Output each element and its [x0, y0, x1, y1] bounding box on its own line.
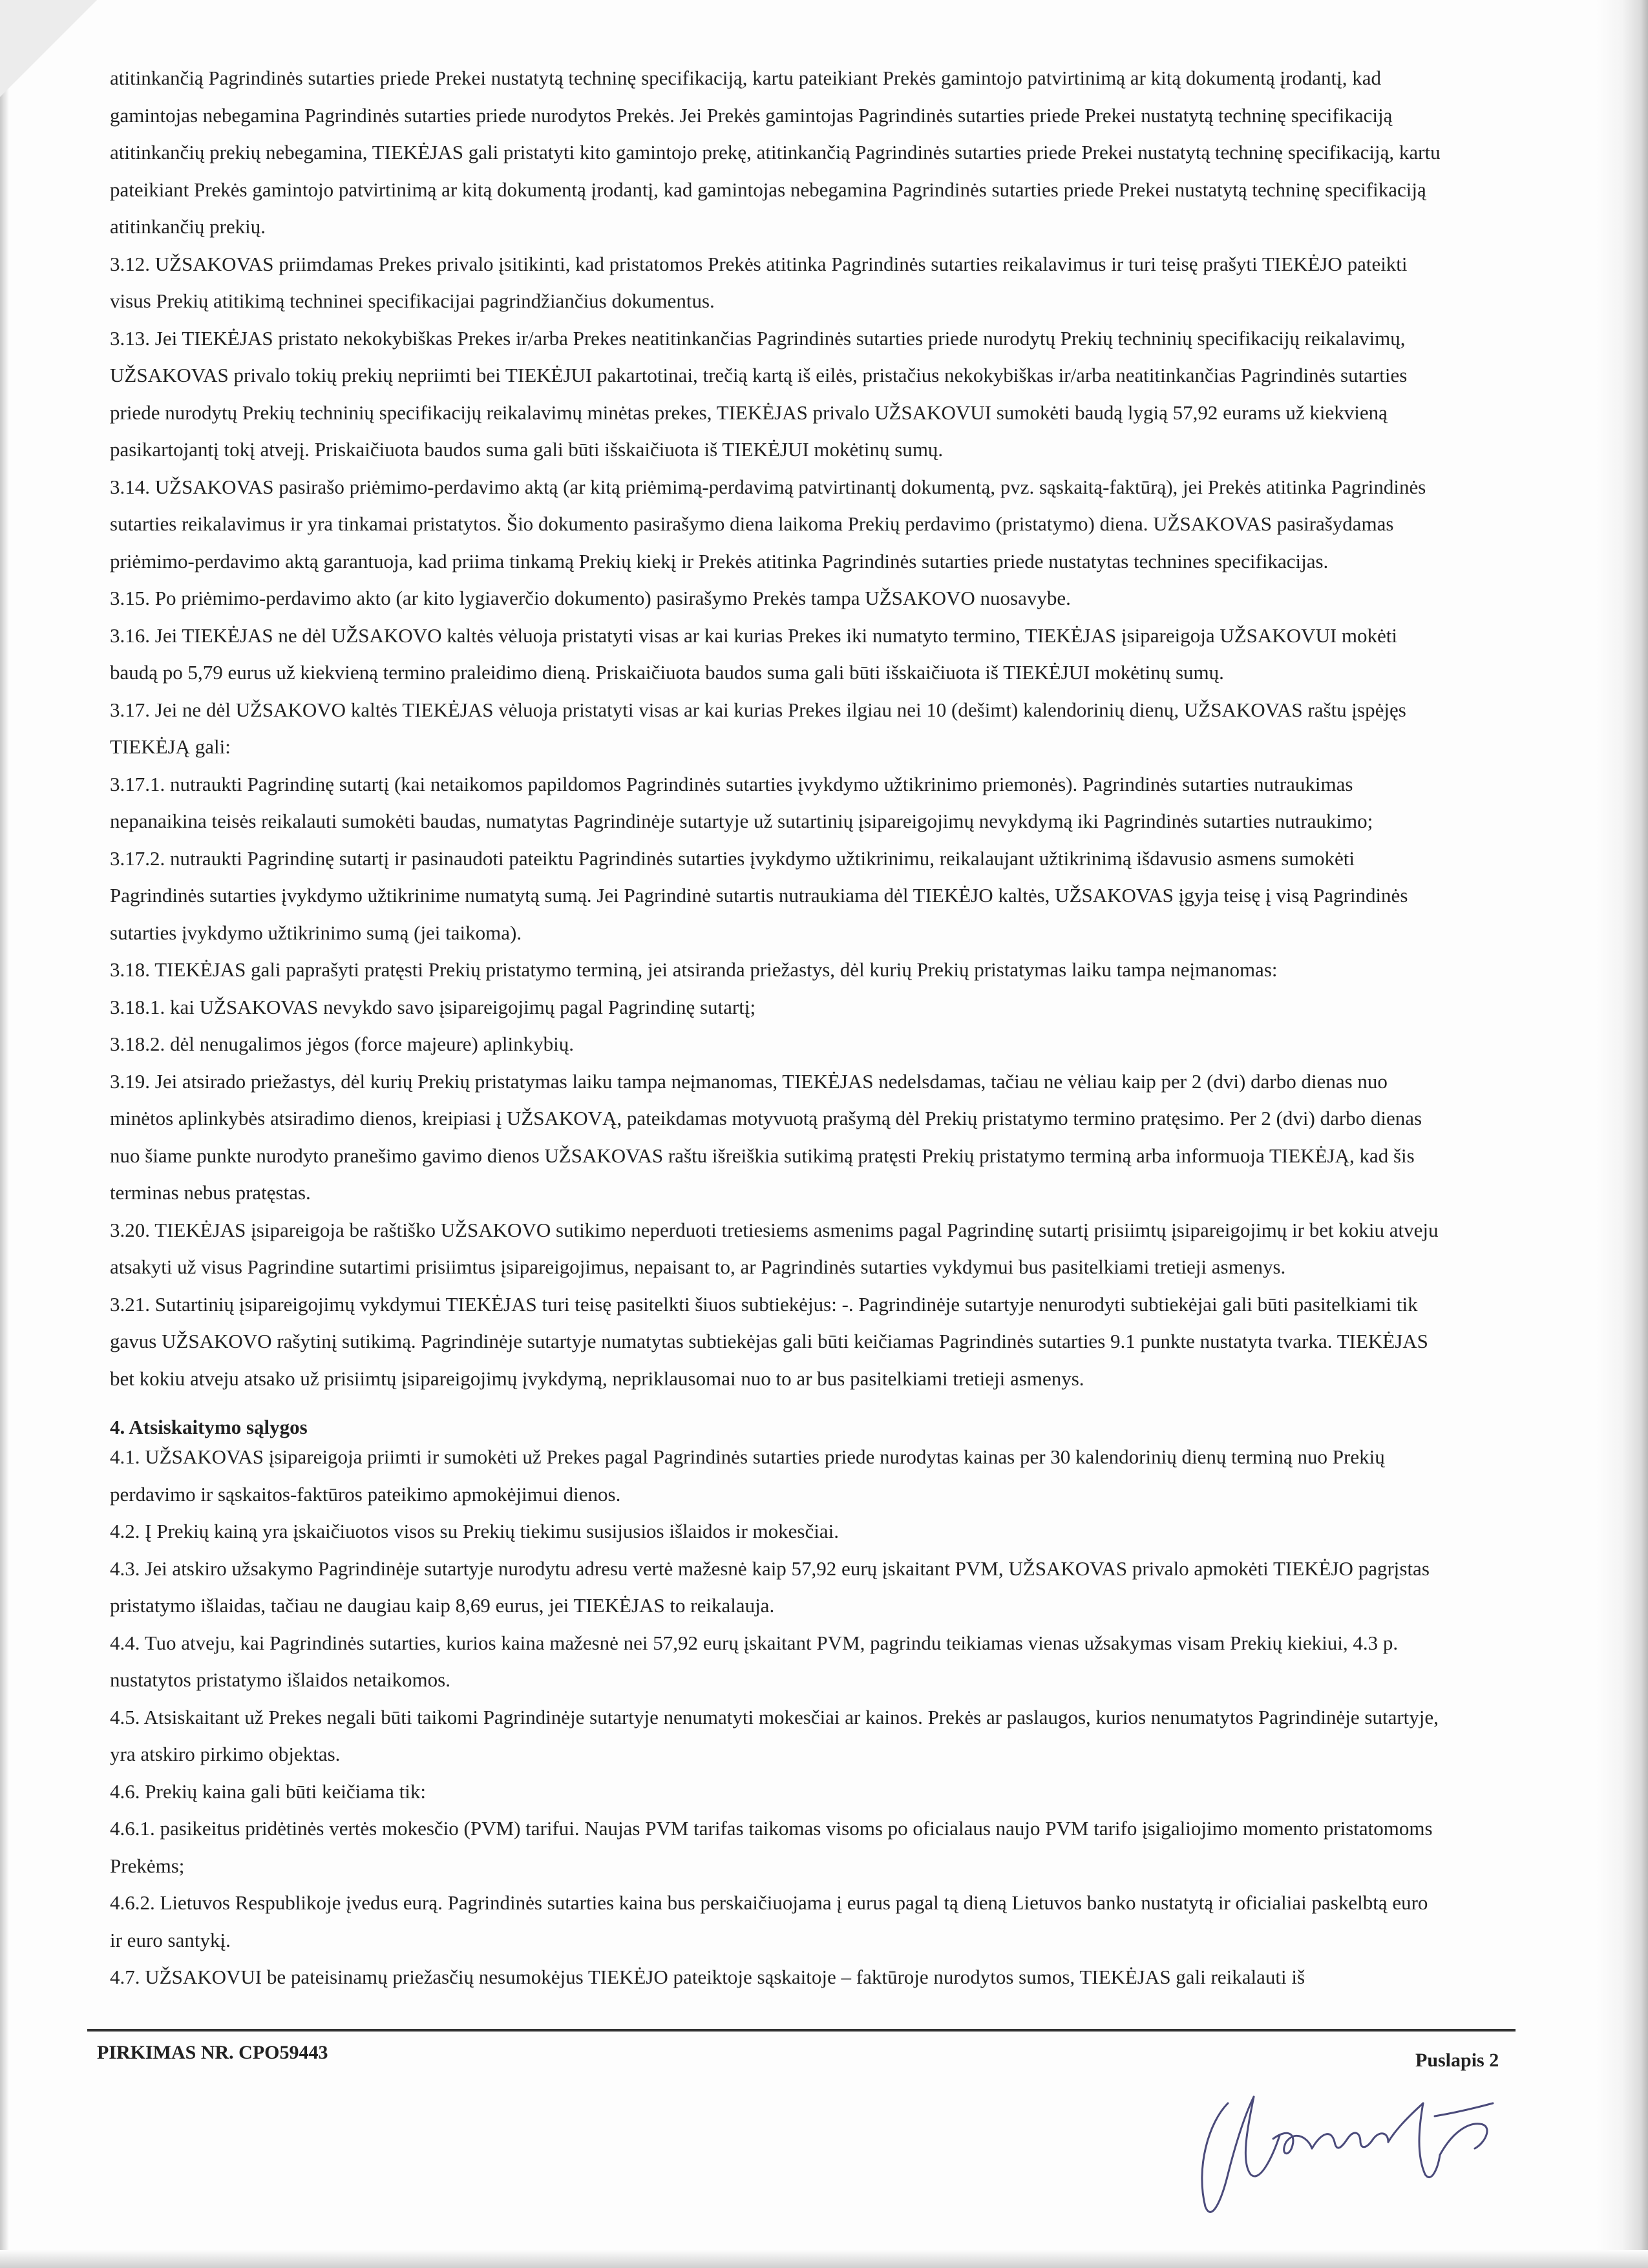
scan-shadow-left — [0, 0, 9, 2268]
paragraph-3-17-2: 3.17.2. nutraukti Pagrindinę sutartį ir pasinaudoti pateiktu Pagrindinės sutarties įvykdymo užtikrinimu, reikalaujant užtikrinimą išdavusio asmens sumokėti Pagrindinės sutarties įvykdymo užtikrinime numatytą sumą. Jei Pagrindinė sutartis nutraukiama dėl TIEKĖJO kaltės, UŽSAKOVAS įgyja teisę į visą Pagrindinės sutarties įvykdymo užtikrinimo sumą (jei taikoma). — [110, 846, 1408, 944]
paragraph-3-18-1: 3.18.1. kai UŽSAKOVAS nevykdo savo įsipareigojimų pagal Pagrindinę sutartį; — [110, 995, 756, 1018]
paragraph-3-12: 3.12. UŽSAKOVAS priimdamas Prekes privalo įsitikinti, kad pristatomos Prekės atitinka Pagrindinės sutarties reikalavimus ir turi teisę prašyti TIEKĖJO pateikti visus Prekių atitikimą techninei specifikacijai pagrindžiančius dokumentus. — [110, 252, 1408, 312]
footer-divider — [87, 2029, 1516, 2032]
paragraph-3-20: 3.20. TIEKĖJAS įsipareigoja be raštiško UŽSAKOVO sutikimo neperduoti tretiesiems asmenims pagal Pagrindinę sutartį prisiimtų įsipareigojimų ir bet kokiu atveju atsakyti už visus Pagrindine sutartimi prisiimtus įsipareigojimus, nepaisant to, ar Pagrindinės sutarties vykdymui bus pasitelkiami tretieji asmenys. — [110, 1218, 1439, 1278]
document-body — [110, 59, 1441, 1996]
paragraph-3-16: 3.16. Jei TIEKĖJAS ne dėl UŽSAKOVO kaltės vėluoja pristatyti visas ar kai kurias Prekes iki numatyto termino, TIEKĖJAS įsipareigoja UŽSAKOVUI mokėti baudą po 5,79 eurus už kiekvieną termino praleidimo dieną. Priskaičiuota baudos suma gali būti išskaičiuota iš TIEKĖJUI mokėtinų sumų. — [110, 624, 1398, 684]
paragraph-3-17: 3.17. Jei ne dėl UŽSAKOVO kaltės TIEKĖJAS vėluoja pristatyti visas ar kai kurias Prekes ilgiau nei 10 (dešimt) kalendorinių dienų, UŽSAKOVAS raštu įspėjęs TIEKĖJĄ gali: — [110, 698, 1406, 758]
paragraph-4-1: 4.1. UŽSAKOVAS įsipareigoja priimti ir sumokėti už Prekes pagal Pagrindinės sutarties priede nurodytas kainas per 30 kalendorinių dienų terminą nuo Prekių perdavimo ir sąskaitos-faktūros pateikimo apmokėjimui dienos. — [110, 1445, 1385, 1506]
paragraph-4-7: 4.7. UŽSAKOVUI be pateisinamų priežasčių nesumokėjus TIEKĖJO pateiktoje sąskaitoje – faktūroje nurodytos sumos, TIEKĖJAS gali reikalauti iš — [110, 1966, 1305, 1988]
paragraph-3-14: 3.14. UŽSAKOVAS pasirašo priėmimo-perdavimo aktą (ar kitą priėmimą-perdavimą patvirtinantį dokumentą, pvz. sąskaitą-faktūrą), jei Prekės atitinka Pagrindinės sutarties reikalavimus ir yra tinkamai pristatytos. Šio dokumento pasirašymo diena laikoma Prekių perdavimo (pristatymo) diena. UŽSAKOVAS pasirašydamas priėmimo-perdavimo aktą garantuoja, kad priima tinkamą Prekių kiekį ir Prekės atitinka Pagrindinės sutarties priede nustatytas technines specifikacijas. — [110, 475, 1426, 572]
paragraph-3-18: 3.18. TIEKĖJAS gali paprašyti pratęsti Prekių pristatymo terminą, jei atsiranda priežastys, dėl kurių Prekių pristatymas laiku tampa neįmanomas: — [110, 958, 1278, 981]
page-corner-fold — [0, 0, 97, 97]
page-number: Puslapis 2 — [1415, 2050, 1499, 2071]
scan-bottom-edge — [0, 2250, 1648, 2268]
paragraph-4-5: 4.5. Atsiskaitant už Prekes negali būti taikomi Pagrindinėje sutartyje nenumatyti mokesčiai ar kainos. Prekės ar paslaugos, kurios nenumatytos Pagrindinėje sutartyje, yra atskiro pirkimo objektas. — [110, 1705, 1439, 1765]
section-4-heading: 4. Atsiskaitymo sąlygos — [110, 1416, 308, 1438]
paragraph-4-6-1: 4.6.1. pasikeitus pridėtinės vertės mokesčio (PVM) tarifui. Naujas PVM tarifas taikomas visoms po oficialaus naujo PVM tarifo įsigaliojimo momento pristatomoms Prekėms; — [110, 1817, 1433, 1877]
paragraph-3-13: 3.13. Jei TIEKĖJAS pristato nekokybiškas Prekes ir/arba Prekes neatitinkančias Pagrindinės sutarties priede nurodytų Prekių techninių specifikacijų reikalavimų, UŽSAKOVAS privalo tokių prekių nepriimti bei TIEKĖJUI pakartotinai, trečią kartą iš eilės, pristačius nekokybiškas ir/arba neatitinkančias Pagrindinės sutarties priede nurodytų Prekių techninių specifikacijų reikalavimų minėtas prekes, TIEKĖJAS privalo UŽSAKOVUI sumokėti baudą lygią 57,92 eurams už kiekvieną pasikartojantį tokį atvejį. Priskaičiuota baudos suma gali būti išskaičiuota iš TIEKĖJUI mokėtinų sumų. — [110, 326, 1408, 461]
paragraph-3-15: 3.15. Po priėmimo-perdavimo akto (ar kito lygiaverčio dokumento) pasirašymo Prekės tampa UŽSAKOVO nuosavybe. — [110, 587, 1071, 609]
paragraph-3-11-continued: atitinkančią Pagrindinės sutarties priede Prekei nustatytą techninę specifikaciją, kartu pateikiant Prekės gamintojo patvirtinimą ar kitą dokumentą įrodantį, kad gamintojas nebegamina Pagrindinės sutarties priede nurodytos Prekės. Jei Prekės gamintojas Pagrindinės sutarties priede Prekei nustatytą techninę specifikaciją atitinkančių prekių nebegamina, TIEKĖJAS gali pristatyti kito gamintojo prekę, atitinkančią Pagrindinės sutarties priede Prekei nustatytą techninę specifikaciją, kartu pateikiant Prekės gamintojo patvirtinimą ar kitą dokumentą įrodantį, kad gamintojas nebegamina Pagrindinės sutarties priede Prekei nustatytą techninę specifikaciją atitinkančių prekių. — [110, 67, 1441, 238]
paragraph-4-4: 4.4. Tuo atveju, kai Pagrindinės sutarties, kurios kaina mažesnė nei 57,92 eurų įskaitant PVM, pagrindu teikiamas vienas užsakymas visam Prekių kiekiui, 4.3 p. nustatytos pristatymo išlaidos netaikomos. — [110, 1631, 1399, 1691]
paragraph-4-6: 4.6. Prekių kaina gali būti keičiama tik: — [110, 1780, 426, 1803]
scan-shadow-right — [1596, 0, 1648, 2268]
paragraph-4-6-2: 4.6.2. Lietuvos Respublikoje įvedus eurą. Pagrindinės sutarties kaina bus perskaičiuojama į eurus pagal tą dieną Lietuvos banko nustatytą ir oficialiai paskelbtą euro ir euro santykį. — [110, 1891, 1428, 1951]
paragraph-3-21: 3.21. Sutartinių įsipareigojimų vykdymui TIEKĖJAS turi teisę pasitelkti šiuos subtiekėjus: -. Pagrindinėje sutartyje nenurodyti subtiekėjai gali būti pasitelkiami tik gavus UŽSAKOVO rašytinį sutikimą. Pagrindinėje sutartyje numatytas subtiekėjas gali būti keičiamas Pagrindinės sutarties 9.1 punkte nustatyta tvarka. TIEKĖJAS bet kokiu atveju atsako už prisiimtų įsipareigojimų įvykdymą, nepriklausomai nuo to ar bus pasitelkiami tretieji asmenys. — [110, 1292, 1428, 1390]
paragraph-4-2: 4.2. Į Prekių kainą yra įskaičiuotos visos su Prekių tiekimu susijusios išlaidos ir mokesčiai. — [110, 1520, 839, 1542]
handwritten-signature — [1183, 2077, 1519, 2226]
purchase-number: PIRKIMAS NR. CPO59443 — [97, 2042, 328, 2063]
paragraph-3-18-2: 3.18.2. dėl nenugalimos jėgos (force majeure) aplinkybių. — [110, 1033, 574, 1055]
paragraph-3-19: 3.19. Jei atsirado priežastys, dėl kurių Prekių pristatymas laiku tampa neįmanomas, TIEKĖJAS nedelsdamas, tačiau ne vėliau kaip per 2 (dvi) darbo dienas nuo minėtos aplinkybės atsiradimo dienos, kreipiasi į UŽSAKOVĄ, pateikdamas motyvuotą prašymą dėl Prekių pristatymo termino pratęsimo. Per 2 (dvi) darbo dienas nuo šiame punkte nurodyto pranešimo gavimo dienos UŽSAKOVAS raštu išreiškia sutikimą pratęsti Prekių pristatymo terminą arba informuoja TIEKĖJĄ, kad šis terminas nebus pratęstas. — [110, 1069, 1422, 1204]
paragraph-4-3: 4.3. Jei atskiro užsakymo Pagrindinėje sutartyje nurodytu adresu vertė mažesnė kaip 57,92 eurų įskaitant PVM, UŽSAKOVAS privalo apmokėti TIEKĖJO pagrįstas pristatymo išlaidas, tačiau ne daugiau kaip 8,69 eurus, jei TIEKĖJAS to reikalauja. — [110, 1557, 1430, 1617]
paragraph-3-17-1: 3.17.1. nutraukti Pagrindinę sutartį (kai netaikomos papildomos Pagrindinės sutarties įvykdymo užtikrinimo priemonės). Pagrindinės sutarties nutraukimas nepanaikina teisės reikalauti sumokėti baudas, numatytas Pagrindinėje sutartyje už sutartinių įsipareigojimų nevykdymą iki Pagrindinės sutarties nutraukimo; — [110, 772, 1373, 832]
